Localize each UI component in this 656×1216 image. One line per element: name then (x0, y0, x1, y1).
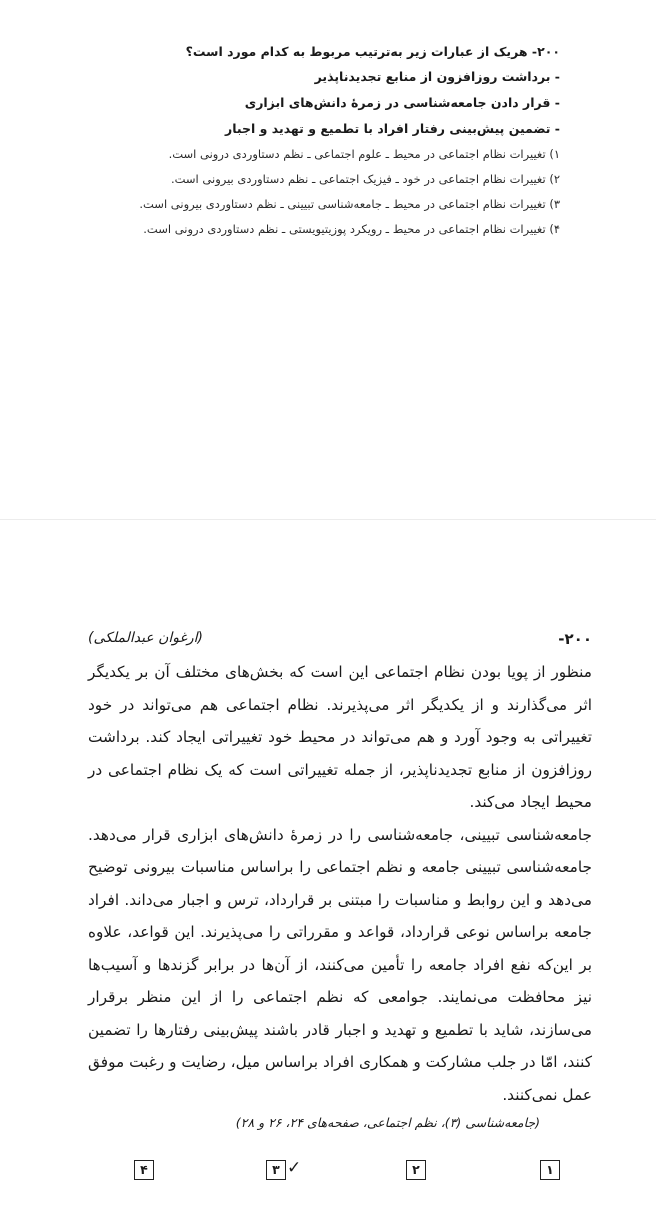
source-reference: (جامعه‌شناسی (۳)، نظم اجتماعی، صفحه‌های ۲۴، ۲۶ و ۲۸) (235, 1115, 540, 1130)
choice-box-2[interactable]: ۲ (406, 1160, 426, 1180)
explanation-paragraph: منظور از پویا بودن نظام اجتماعی این است که بخش‌های مختلف آن بر یکدیگر اثر می‌گذارند و از یکدیگر اثر می‌پذیرند. نظام اجتماعی هم می‌تواند در خود تغییراتی به وجود آورد و هم می‌تواند در محیط خود تغییراتی ایجاد کند. برداشت روزافزون از منابع تجدیدناپذیر، از جمله تغییراتی است که یک نظام اجتماعی در محیط ایجاد می‌کند. (88, 663, 592, 811)
answer-option-1: ۱) تغییرات نظام اجتماعی در محیط ـ علوم اجتماعی ـ نظم دستاوردی درونی است. (168, 147, 560, 161)
answer-option-2: ۲) تغییرات نظام اجتماعی در خود ـ فیزیک اجتماعی ـ نظم دستاوردی بیرونی است. (170, 172, 560, 186)
answer-author: (ارغوان عبدالملکی) (88, 630, 203, 646)
answer-option-4: ۴) تغییرات نظام اجتماعی در محیط ـ رویکرد پوزیتیویستی ـ نظم دستاوردی درونی است. (143, 222, 560, 236)
correct-check-icon: ✓ (287, 1158, 302, 1178)
answer-choices (0, 1158, 656, 1188)
question-statement: - برداشت روزافزون از منابع تجدیدناپذیر (314, 69, 560, 84)
explanation-paragraph: جامعه‌شناسی تبیینی، جامعه‌شناسی را در زمرهٔ دانش‌های ابزاری قرار می‌دهد. جامعه‌شناسی تبیینی جامعه و نظم اجتماعی را براساس مناسبات بیرونی توضیح می‌دهد و این روابط و مناسبات را مبتنی بر قرارداد، ترس و اجبار می‌داند. افراد جامعه براساس نوعی قرارداد، قواعد و مقرراتی را می‌پذیرند. این قواعد، علاوه بر این‌که نفع افراد جامعه را تأمین می‌کنند، از آن‌ها در برابر گزندها و آسیب‌ها نیز محافظت می‌نمایند. جوامعی که نظم اجتماعی را از این منظر برقرار می‌سازند، شاید با تطمیع و تهدید و اجبار قادر باشند پیش‌بینی رفتارها را تضمین کنند، امّا در جلب مشارکت و همکاری افراد براساس میل، رضایت و رغبت موفق عمل نمی‌کنند. (88, 825, 592, 1104)
question-statement: - قرار دادن جامعه‌شناسی در زمرهٔ دانش‌های ابزاری (244, 95, 560, 110)
answer-number: ۲۰۰- (558, 630, 592, 648)
answer-option-3: ۳) تغییرات نظام اجتماعی در محیط ـ جامعه‌شناسی تبیینی ـ نظم دستاوردی بیرونی است. (139, 197, 560, 211)
choice-box-4[interactable]: ۴ (134, 1160, 154, 1180)
choice-box-1[interactable]: ۱ (540, 1160, 560, 1180)
question-block (60, 40, 560, 242)
question-stem: ۲۰۰- هریک از عبارات زیر به‌ترتیب مربوط به کدام مورد است؟ (185, 44, 560, 59)
answer-header (88, 628, 592, 656)
choice-box-3[interactable]: ۳ (266, 1160, 286, 1180)
answer-explanation (88, 628, 592, 1135)
question-statement: - تضمین پیش‌بینی رفتار افراد با تطمیع و تهدید و اجبار (225, 121, 560, 136)
page-divider (0, 519, 656, 520)
